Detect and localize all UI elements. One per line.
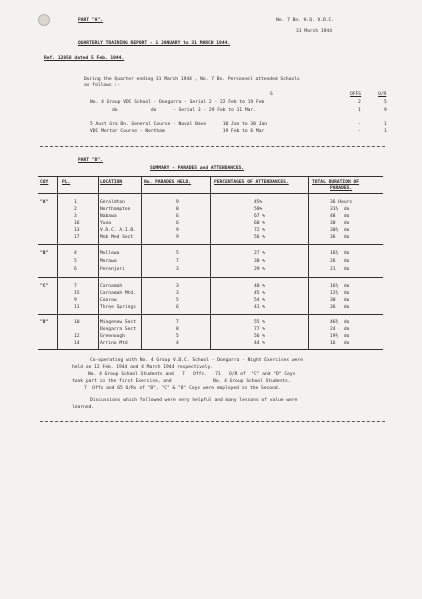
closing-p2-line2: took part in the first Exercise, and No. 4 Group School Students. [72,379,291,384]
divider [40,146,385,147]
parades-cell: 9 [176,200,179,205]
summary-title: SUMMARY - PARADES and ATTENDANCES. [150,166,245,171]
pct-cell: 40 % [254,284,266,289]
coy-label: "A" [40,200,49,205]
pl-cell: 5 [74,259,77,264]
group-border [38,314,383,315]
duration-cell: 48 do [330,214,350,219]
pct-cell: 30 % [254,259,266,264]
col-coy-header: COY [40,180,49,185]
col-ors-header: O/R [378,92,387,97]
school-offs: - [358,122,361,127]
pl-cell: 10 [74,320,80,325]
pl-cell: 15 [74,291,80,296]
col-location-header: LOCATION [100,180,123,185]
school-name: 5 Aust Gra Bn. General Course - Naval Base 10 Jan to 30 Jan [90,122,268,127]
closing-p1-line2: held on 12 Feb. 1944 and 4 March 1944 respectively. [72,365,214,370]
part-a-label: PART "A". [78,18,103,23]
parades-cell: 5 [176,334,179,339]
pct-cell: 45 % [254,291,266,296]
parades-cell: 3 [176,291,179,296]
col-divider [141,176,142,349]
parades-cell: 8 [176,327,179,332]
col-parades-header: No. PARADES HELD. [144,180,192,185]
duration-cell: 30 do [330,221,350,226]
location-cell: Three Springs [100,305,136,310]
pct-cell: 55 % [254,320,266,325]
pct-cell: 50% [254,207,263,212]
location-cell: Greenough [100,334,125,339]
pct-cell: 41 % [254,305,266,310]
col-divider [210,176,211,349]
pl-cell: 4 [74,251,77,256]
location-cell: Yuna [100,221,112,226]
location-cell: V.D.C. A.I.B. [100,228,136,233]
intro-line-2: as follows :- [84,83,120,88]
pl-cell: 1 [74,200,77,205]
pct-cell: 27 % [254,251,266,256]
school-ors: 1 [384,129,387,134]
group-border [38,244,383,245]
school-ors: 1 [384,122,387,127]
duration-cell: 26 do [330,259,350,264]
closing-p2-line1: No. 4 Group School Students and 7 Offs. 71 O/R of "C" and "D" Coys [88,372,296,377]
pl-cell: 12 [74,334,80,339]
school-offs: 2 [358,100,361,105]
parades-cell: 6 [176,305,179,310]
pct-cell: 67 % [254,214,266,219]
parades-cell: 3 [176,267,179,272]
pct-cell: 60 % [254,221,266,226]
col-divider [308,176,309,349]
parades-cell: 6 [176,214,179,219]
school-name: No. 4 Group VDC School - Dongarra - Serial 2 - 22 Feb to 19 Feb [90,100,265,105]
closing-p2-line3: 7 Offs and 65 O/Rs of "B", "C" & "D" Coys were employed in the Second. [84,386,281,391]
col-divider [57,176,58,349]
group-border [38,277,383,278]
coy-label: "B" [40,251,49,256]
pct-cell: 44 % [254,341,266,346]
school-offs: - [358,129,361,134]
col-duration-header: TOTAL DURATION OF [312,180,360,185]
duration-cell: 19½ do [330,334,350,339]
duration-cell: 30 do [330,298,350,303]
closing-p3-line2: learned. [72,405,95,410]
school-offs: 1 [358,108,361,113]
pct-cell: 29 % [254,267,266,272]
parades-cell: 9 [176,235,179,240]
location-cell: Northampton [100,207,131,212]
parades-cell: 4 [176,341,179,346]
unit-label: No. 7 Bn. H.Q. V.D.C. [276,18,335,23]
parades-cell: 9 [176,228,179,233]
report-date: 31 March 1944 [296,29,332,34]
location-cell: Carnamah [100,284,123,289]
duration-cell: 21 do [330,267,350,272]
punch-hole [38,14,50,26]
col-pct-header: PERCENTAGES OF ATTENDANCES. [214,180,289,185]
col-s-header: S [270,92,273,97]
school-ors: 5 [384,100,387,105]
pct-cell: 56 % [254,235,266,240]
col-offs-header: OFFS [350,92,362,97]
part-b-label: PART "B". [78,158,103,163]
location-cell: Mullewa [100,251,120,256]
pl-cell: 13 [74,228,80,233]
duration-cell: 36 Hours [330,200,353,205]
location-cell: Mingenew Sect [100,320,136,325]
report-title: QUARTERLY TRAINING REPORT - 1 JANUARY to 31 MARCH 1944. [78,41,231,46]
school-name: do do - Serial 3 - 29 Feb to 11 Mar. [90,108,256,113]
duration-cell: 16½ do [330,251,350,256]
pl-cell: 11 [74,305,80,310]
parades-cell: 5 [176,298,179,303]
pl-cell: 3 [74,214,77,219]
location-cell: Arrino Mtd [100,341,128,346]
parades-cell: 7 [176,259,179,264]
duration-cell: 16 do [330,341,350,346]
duration-cell: 30½ do [330,228,350,233]
duration-cell: 36 do [330,235,350,240]
pct-cell: 72 % [254,228,266,233]
duration-cell: 31½ do [330,207,350,212]
duration-cell: 36 do [330,305,350,310]
location-cell: Perenjori [100,267,125,272]
intro-line-1: During the Quarter ending 31 March 1944 , No. 7 Bn. Personnel attended Schools [84,77,300,82]
closing-p1-line1: Co-operating with No. 4 Group V.D.C. School - Dongarra - Night Exercises were [90,358,303,363]
duration-cell: 46½ do [330,320,350,325]
pct-cell: 77 % [254,327,266,332]
col-pl-header: PL. [62,180,71,185]
school-ors: 9 [384,108,387,113]
location-cell: Geraldton [100,200,125,205]
table-bottom-border [38,349,383,350]
coy-label: "D" [40,320,49,325]
pl-cell: 2 [74,207,77,212]
pct-cell: 45% [254,200,263,205]
location-cell: Nabawa [100,214,117,219]
pct-cell: 54 % [254,298,266,303]
duration-cell: 24 do [330,327,350,332]
school-name: VDC Mortar Course - Northam 19 Feb to 6 Mar [90,129,265,134]
closing-p3-line1: Discussions which followed were very helpful and many lessons of value were [90,398,298,403]
location-cell: Morawa [100,259,117,264]
pl-cell: 16 [74,221,80,226]
parades-cell: 6 [176,221,179,226]
pl-cell: 14 [74,341,80,346]
pct-cell: 56 % [254,334,266,339]
parades-cell: 7 [176,320,179,325]
duration-cell: 12½ do [330,291,350,296]
parades-cell: 5 [176,251,179,256]
bottom-divider [40,421,385,422]
coy-label: "C" [40,284,49,289]
location-cell: Carnamah Mtd. [100,291,136,296]
col-divider [98,176,99,349]
parades-cell: 3 [176,284,179,289]
location-cell: Mob Med Sect [100,235,134,240]
col-duration-header-2: PARADES. [330,186,353,191]
pl-cell: 17 [74,235,80,240]
location-cell: Dongarra Sect [100,327,136,332]
parades-cell: 8 [176,207,179,212]
duration-cell: 16½ do [330,284,350,289]
pl-cell: 9 [74,298,77,303]
pl-cell: 7 [74,284,77,289]
location-cell: Coorow [100,298,117,303]
reference: Ref. 12858 dated 5 Feb. 1944. [44,56,125,61]
pl-cell: 6 [74,267,77,272]
